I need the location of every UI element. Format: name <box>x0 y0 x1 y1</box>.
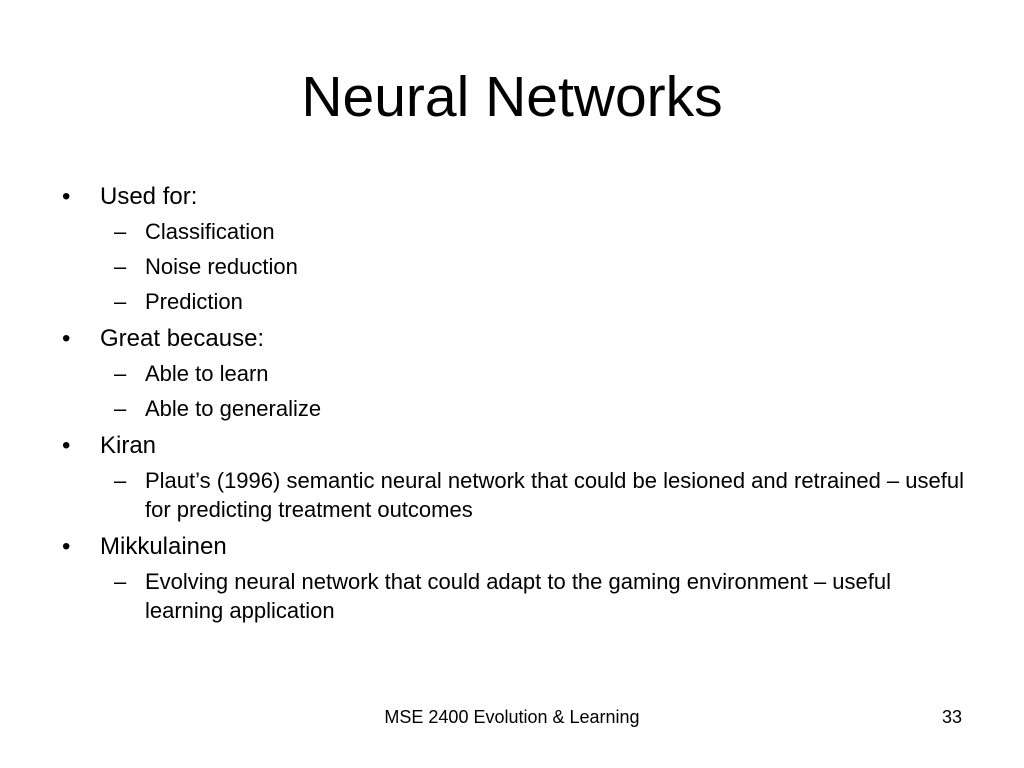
page-number: 33 <box>941 707 962 727</box>
sub-item <box>62 252 972 281</box>
bullet-marker: • <box>62 183 71 210</box>
sub-list <box>62 217 972 316</box>
bullet-marker: • <box>62 533 71 560</box>
sub-item <box>62 359 972 388</box>
slide-title: Neural Networks <box>301 65 723 129</box>
sub-item <box>62 466 972 524</box>
sub-text: Noise reduction <box>145 254 298 279</box>
sub-item <box>62 217 972 246</box>
sub-text: Able to learn <box>145 361 269 386</box>
sub-list <box>62 567 972 625</box>
sub-list <box>62 359 972 423</box>
bullet-text: Used for: <box>100 183 198 210</box>
sub-text: Plaut’s (1996) semantic neural network that could be lesioned and retrained – useful for predicting treatment outcomes <box>145 468 964 522</box>
bullet-item <box>62 322 972 356</box>
sub-text: Able to generalize <box>145 396 322 421</box>
bullet-list <box>62 180 972 631</box>
sub-marker: – <box>114 361 127 386</box>
sub-item <box>62 287 972 316</box>
sub-text: Evolving neural network that could adapt to the gaming environment – useful learning application <box>145 569 892 623</box>
sub-text: Prediction <box>145 289 243 314</box>
bullet-marker: • <box>62 325 71 352</box>
sub-list <box>62 466 972 524</box>
bullet-marker: • <box>62 432 71 459</box>
sub-item <box>62 567 972 625</box>
sub-marker: – <box>114 254 127 279</box>
sub-marker: – <box>114 289 127 314</box>
sub-marker: – <box>114 569 127 594</box>
sub-marker: – <box>114 468 127 493</box>
bullet-item <box>62 429 972 463</box>
sub-text: Classification <box>145 219 275 244</box>
bullet-text: Kiran <box>100 432 157 459</box>
sub-marker: – <box>114 396 127 421</box>
bullet-text: Mikkulainen <box>100 533 227 560</box>
sub-item <box>62 394 972 423</box>
bullet-item <box>62 530 972 564</box>
sub-marker: – <box>114 219 127 244</box>
bullet-item <box>62 180 972 214</box>
footer-course: MSE 2400 Evolution & Learning <box>384 707 640 727</box>
bullet-text: Great because: <box>100 325 265 352</box>
